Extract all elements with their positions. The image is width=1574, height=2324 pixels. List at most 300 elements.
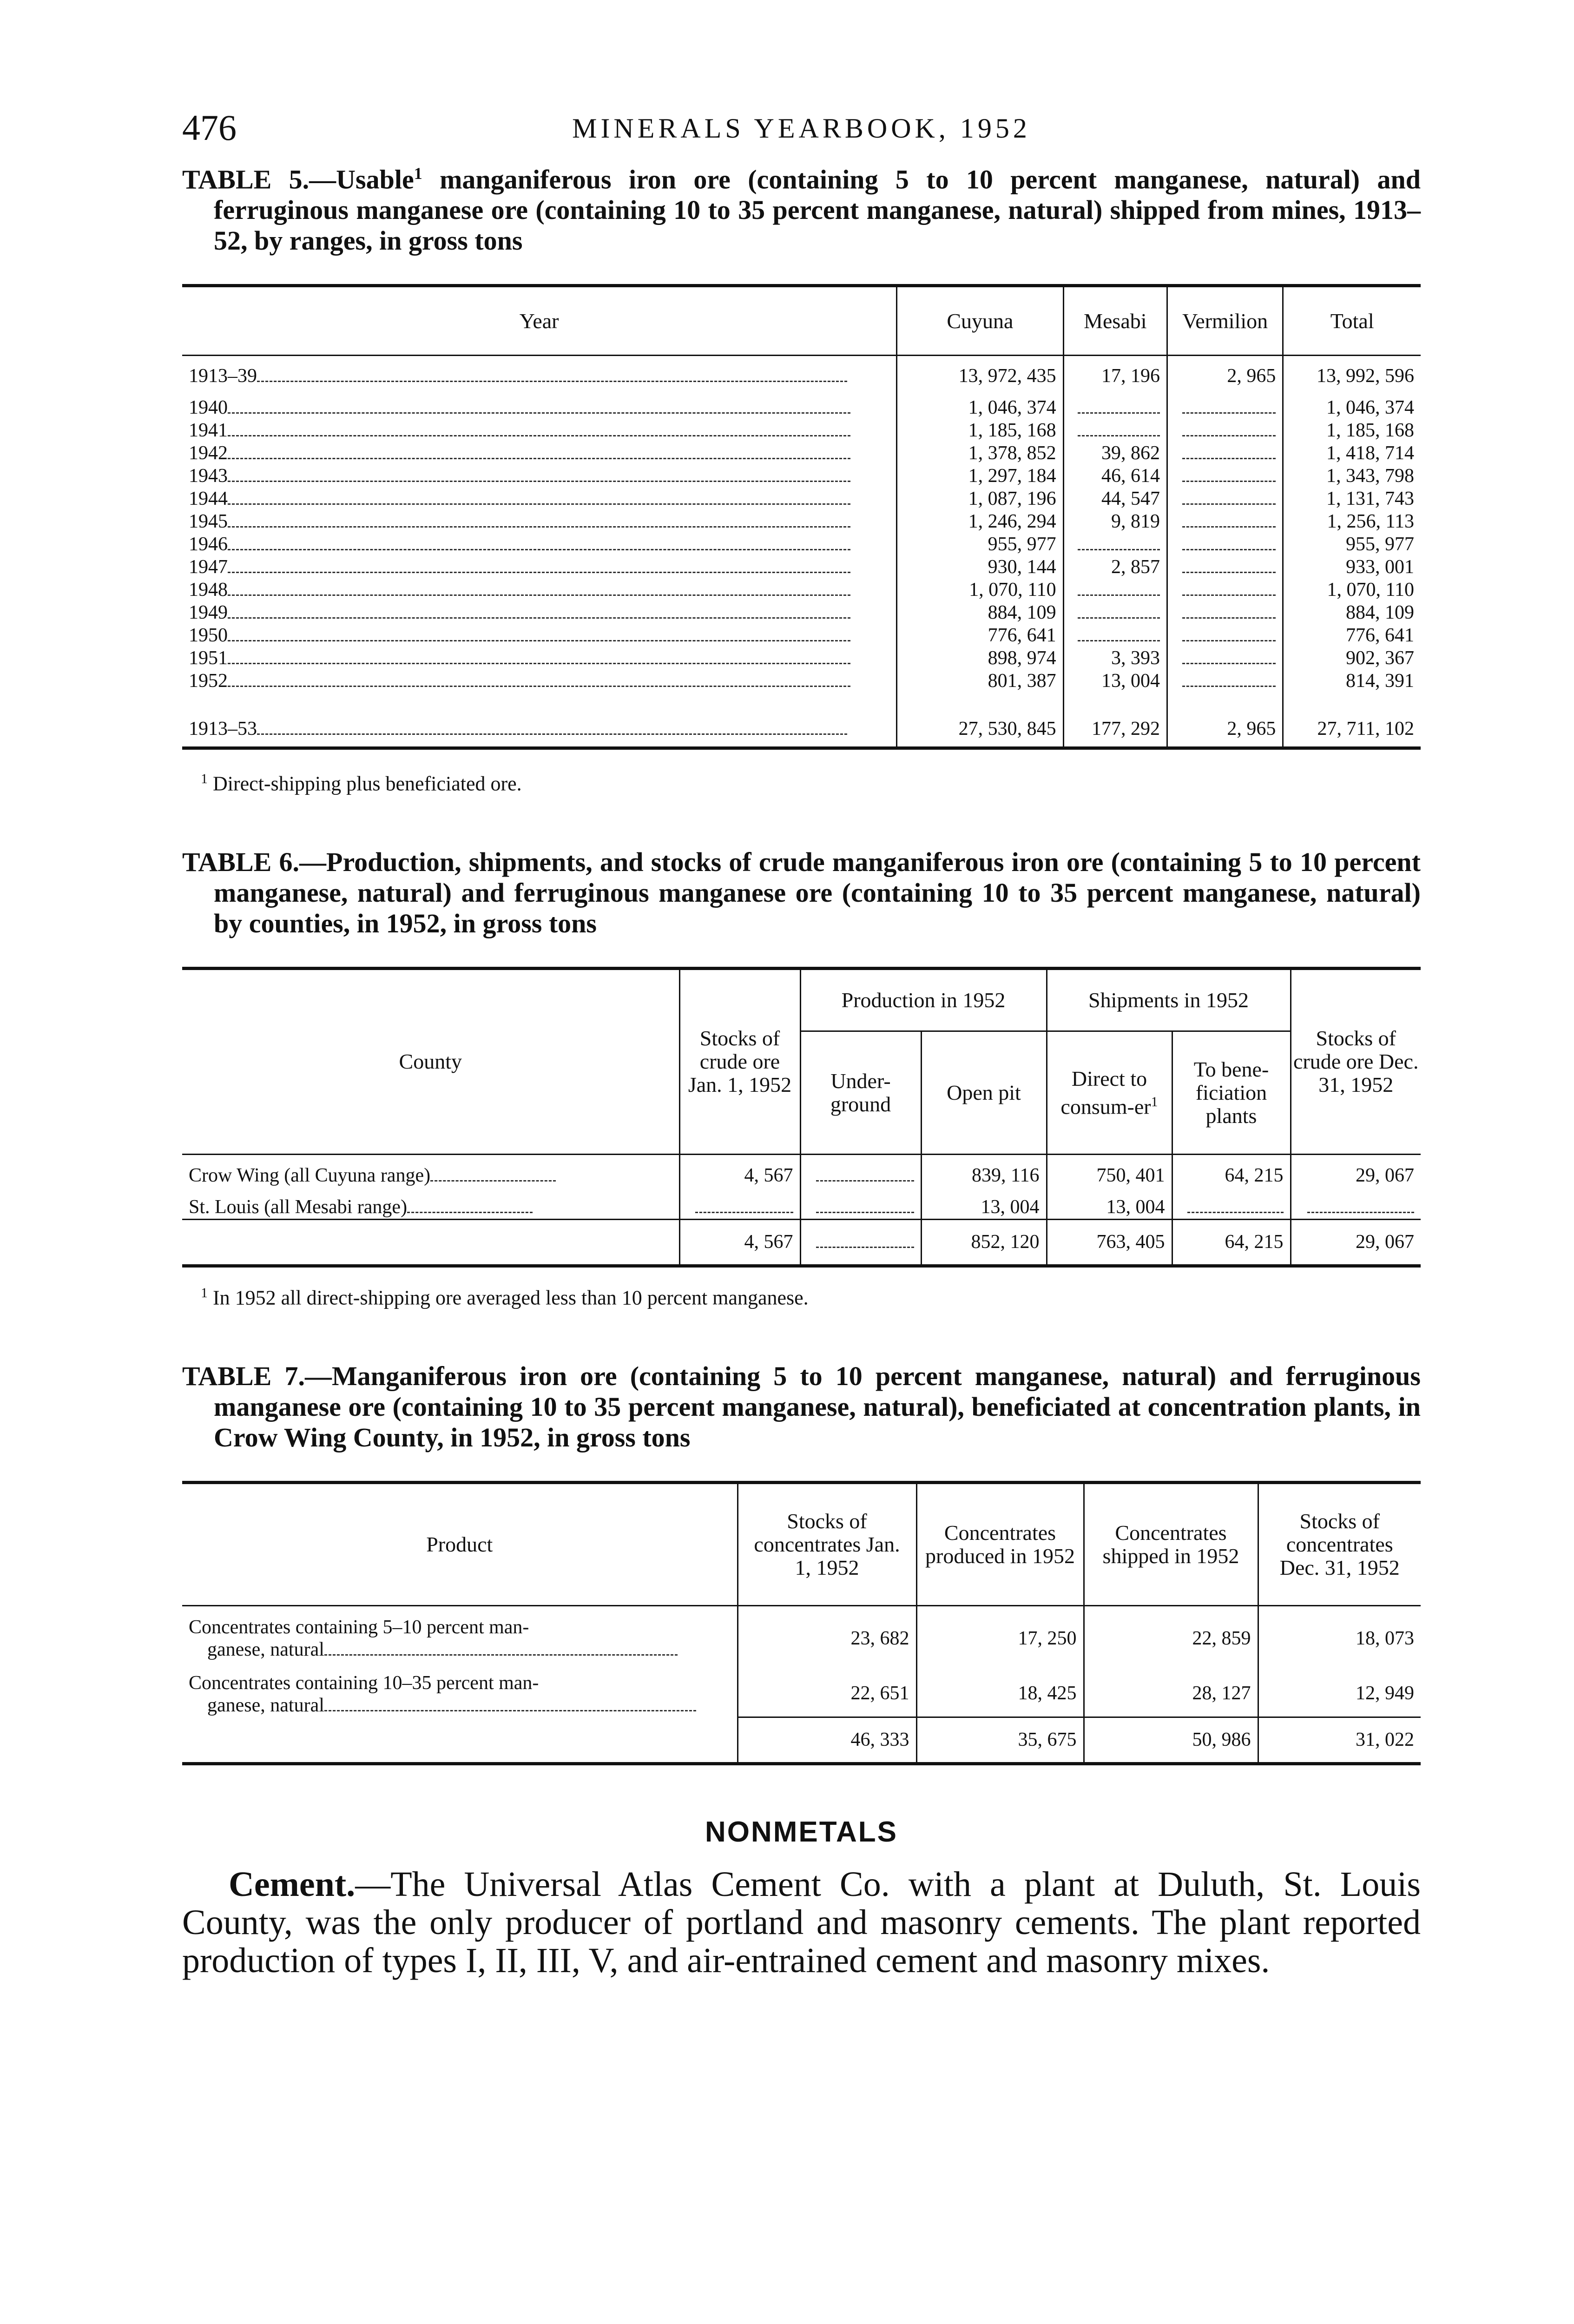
t6-total-row <box>182 1220 1421 1266</box>
t5-row <box>182 670 1421 693</box>
t5-year-value: 1948 <box>189 579 228 601</box>
t5-total-cell-value: 177, 292 <box>1092 718 1160 739</box>
t5-cell-value: 44, 547 <box>1101 488 1160 509</box>
table5-caption-label: TABLE 5.—Usable <box>182 164 414 195</box>
t5-cell <box>1063 419 1167 442</box>
t5-total-label-leader <box>257 733 847 735</box>
t5-cell-value: 1, 046, 374 <box>968 396 1056 418</box>
t7-total-row <box>182 1717 1421 1764</box>
t6-total-cell-value: 64, 215 <box>1225 1231 1284 1253</box>
t5-cell-value: 884, 109 <box>1346 601 1414 623</box>
t5-total-label-value: 1913–53 <box>189 718 257 739</box>
t6-h-direct-footnote-ref: 1 <box>1151 1094 1158 1109</box>
t5-spacer-cell <box>182 693 897 711</box>
t5-row <box>182 510 1421 533</box>
t5-cell <box>897 465 1063 488</box>
t5-cell-value: 13, 004 <box>1101 670 1160 692</box>
t5-year-value: 1940 <box>189 396 228 418</box>
t5-total-label <box>182 711 897 748</box>
t6-cell-leader <box>695 1212 793 1213</box>
t5-year-leader <box>228 663 850 664</box>
t5-year-value: 1951 <box>189 647 228 669</box>
t6-cell-value: 4, 567 <box>744 1164 793 1186</box>
t5-cell-value: 2, 857 <box>1111 556 1160 578</box>
t5-spacer-cell <box>897 693 1063 711</box>
t5-cell <box>897 624 1063 647</box>
t5-cell <box>897 488 1063 510</box>
t5-year <box>182 419 897 442</box>
t5-cell <box>1063 601 1167 624</box>
t5-cell-value: 884, 109 <box>988 601 1056 623</box>
t6-total-cell-value: 852, 120 <box>971 1231 1040 1253</box>
t5-cell <box>1063 442 1167 465</box>
t6-county <box>182 1154 679 1196</box>
t7-product <box>182 1606 738 1671</box>
t5-cell-leader <box>1182 572 1276 573</box>
t5-cell <box>1283 419 1421 442</box>
t5-cell-value: 1, 246, 294 <box>968 510 1056 532</box>
t5-cell-value: 1, 378, 852 <box>968 442 1056 464</box>
t7-cell-value: 22, 859 <box>1192 1627 1251 1649</box>
t6-total-cell <box>1291 1220 1421 1266</box>
t5-cell-value: 776, 641 <box>1346 624 1414 646</box>
table7 <box>182 1481 1421 1765</box>
t5-cell-leader <box>1182 549 1276 550</box>
table7-body <box>182 1606 1421 1764</box>
t5-row <box>182 624 1421 647</box>
t5-cell-leader <box>1078 435 1160 436</box>
t7-cell-value: 17, 250 <box>1018 1627 1077 1649</box>
t5-cell-value: 1, 343, 798 <box>1326 465 1414 487</box>
t5-cell-leader <box>1182 412 1276 414</box>
t5-year-value: 1946 <box>189 533 228 555</box>
t5-cell-value: 930, 144 <box>988 556 1056 578</box>
t5-cell-value: 17, 196 <box>1101 365 1160 387</box>
t6-cell-leader <box>816 1212 914 1213</box>
section-heading: NONMETALS <box>705 1816 898 1849</box>
cement-paragraph <box>182 1865 1421 1980</box>
t5-cell-leader <box>1182 481 1276 482</box>
t5-cell <box>1167 601 1283 624</box>
t5-h-cuyuna: Cuyuna <box>897 286 1063 356</box>
t5-cell-leader <box>1182 663 1276 664</box>
t5-cell <box>1167 579 1283 601</box>
t7-cell <box>1084 1671 1258 1717</box>
table6-caption: TABLE 6.—Production, shipments, and stocks of crude manganiferous iron ore (containing 5 to 10 percent manganese, natural) and ferruginous manganese ore (containing 10 to 35 percent manganese, natural) by counties, in 1952, in gross tons <box>182 846 1421 938</box>
t7-cell-value: 12, 949 <box>1356 1683 1414 1704</box>
t6-row <box>182 1154 1421 1196</box>
t6-row <box>182 1196 1421 1220</box>
t5-cell <box>1167 356 1283 396</box>
table5-caption <box>182 158 1421 256</box>
t5-cell <box>1167 624 1283 647</box>
t7-cell-value: 18, 073 <box>1356 1627 1414 1649</box>
t5-year <box>182 647 897 670</box>
t5-row <box>182 442 1421 465</box>
t5-cell-value: 1, 185, 168 <box>968 419 1056 441</box>
t6-cell <box>679 1196 800 1220</box>
t5-total-cell <box>1167 711 1283 748</box>
t6-total-cell-value: 29, 067 <box>1356 1231 1414 1253</box>
t5-cell <box>1167 396 1283 419</box>
t5-cell-value: 902, 367 <box>1346 647 1414 669</box>
t5-cell-leader <box>1182 503 1276 505</box>
t5-year <box>182 670 897 693</box>
t5-cell <box>1283 556 1421 579</box>
t7-cell <box>738 1671 916 1717</box>
t5-spacer-cell <box>1167 693 1283 711</box>
t5-year-leader <box>228 458 850 459</box>
t5-cell-leader <box>1182 594 1276 596</box>
t5-year-value: 1950 <box>189 624 228 646</box>
t7-cell <box>738 1606 916 1671</box>
t7-cell-value: 22, 651 <box>850 1683 909 1704</box>
t5-row <box>182 419 1421 442</box>
t5-cell <box>1063 624 1167 647</box>
table5-footnote-mark: 1 <box>201 771 208 787</box>
t6-county-leader <box>407 1212 533 1213</box>
table5-caption-text: manganiferous iron ore (containing 5 to 10 percent manganese, natural) and ferruginous manganese ore (containing 10 to 35 percent manganese, natural) shipped from mines, 1913–52, by ranges, in gross tons <box>214 164 1421 256</box>
t5-cell-leader <box>1078 412 1160 414</box>
t6-cell <box>679 1154 800 1196</box>
t5-cell-value: 2, 965 <box>1227 365 1276 387</box>
t5-cell <box>897 356 1063 396</box>
t5-cell-value: 1, 046, 374 <box>1326 396 1414 418</box>
t6-total-cell <box>1047 1220 1172 1266</box>
table6 <box>182 967 1421 1268</box>
t6-county-value: Crow Wing (all Cuyuna range) <box>189 1164 431 1186</box>
t5-cell <box>1063 647 1167 670</box>
t5-year-leader <box>228 640 850 641</box>
table5-caption-footnote-ref: 1 <box>414 164 422 183</box>
t5-cell <box>897 396 1063 419</box>
t5-cell-leader <box>1078 594 1160 596</box>
t5-cell-value: 814, 391 <box>1346 670 1414 692</box>
t6-cell-value: 839, 116 <box>972 1164 1040 1186</box>
t5-year <box>182 396 897 419</box>
t7-total-cell <box>1258 1717 1421 1764</box>
t6-cell-value: 64, 215 <box>1225 1164 1284 1186</box>
t5-year <box>182 556 897 579</box>
t6-county-leader <box>430 1180 556 1182</box>
t5-cell-value: 9, 819 <box>1111 510 1160 532</box>
t7-product-line2-text: ganese, natural <box>207 1639 324 1661</box>
t7-cell <box>1084 1606 1258 1671</box>
t5-cell <box>1167 647 1283 670</box>
table5-footnote-text: Direct-shipping plus beneficiated ore. <box>213 772 522 795</box>
t6-h-county: County <box>182 968 679 1154</box>
t5-cell <box>1063 488 1167 510</box>
t5-year-value: 1944 <box>189 488 228 509</box>
t5-cell <box>1283 488 1421 510</box>
t5-total-cell-value: 2, 965 <box>1227 718 1276 739</box>
t5-cell <box>1283 624 1421 647</box>
t5-cell <box>1283 533 1421 556</box>
t5-cell-value: 955, 977 <box>1346 533 1414 555</box>
t5-year-leader <box>228 412 850 414</box>
t5-total-row <box>182 711 1421 748</box>
t6-total-cell <box>921 1220 1047 1266</box>
t5-year-value: 1949 <box>189 601 228 623</box>
t6-cell <box>800 1196 921 1220</box>
t7-product-line2 <box>189 1638 731 1661</box>
t5-row <box>182 488 1421 510</box>
t5-cell <box>1063 510 1167 533</box>
t7-product-leader <box>324 1654 678 1656</box>
t5-cell <box>1167 488 1283 510</box>
t5-cell <box>1063 465 1167 488</box>
t5-cell <box>897 510 1063 533</box>
t5-row <box>182 579 1421 601</box>
t5-year-leader <box>228 686 850 687</box>
t6-cell-value: 13, 004 <box>1106 1196 1165 1218</box>
t6-cell <box>1172 1154 1291 1196</box>
t5-h-year: Year <box>519 309 559 333</box>
table7-caption: TABLE 7.—Manganiferous iron ore (containing 5 to 10 percent manganese, natural) and ferruginous manganese ore (containing 10 to 35 percent manganese, natural), beneficiated at concentration plants, in Crow Wing County, in 1952, in gross tons <box>182 1361 1421 1453</box>
t5-cell <box>897 533 1063 556</box>
t5-year-leader <box>257 381 847 382</box>
t5-cell-leader <box>1182 435 1276 436</box>
t5-year <box>182 488 897 510</box>
t5-year-leader <box>228 594 850 596</box>
t5-year-value: 1952 <box>189 670 228 692</box>
t6-total-cell <box>1172 1220 1291 1266</box>
page-number: 476 <box>182 107 237 148</box>
page <box>182 107 1421 1980</box>
table6-footnote-text: In 1952 all direct-shipping ore averaged less than 10 percent manganese. <box>213 1287 809 1310</box>
t5-cell <box>897 442 1063 465</box>
t5-cell-leader <box>1078 640 1160 641</box>
t6-h-stocks-jan: Stocks of crude ore Jan. 1, 1952 <box>679 968 800 1154</box>
t5-cell <box>1063 579 1167 601</box>
t7-total-cell <box>182 1717 738 1764</box>
t5-cell <box>897 647 1063 670</box>
t5-row <box>182 465 1421 488</box>
t6-h-direct <box>1047 1031 1172 1154</box>
t7-cell-value: 23, 682 <box>850 1627 909 1649</box>
t5-spacer-cell <box>1283 693 1421 711</box>
t6-total-cell-value: 4, 567 <box>744 1231 793 1253</box>
t6-total-cell <box>182 1220 679 1266</box>
t5-cell <box>1167 442 1283 465</box>
t5-h-mesabi: Mesabi <box>1063 286 1167 356</box>
t7-h-stocks-dec: Stocks of concentrates Dec. 31, 1952 <box>1258 1483 1421 1606</box>
t5-year <box>182 533 897 556</box>
t5-row <box>182 533 1421 556</box>
t7-cell-value: 18, 425 <box>1018 1683 1077 1704</box>
t7-total-cell-value: 31, 022 <box>1356 1729 1414 1751</box>
t5-cell <box>1063 556 1167 579</box>
t5-cell-value: 1, 418, 714 <box>1326 442 1414 464</box>
t5-cell <box>1167 670 1283 693</box>
t5-cell <box>1063 670 1167 693</box>
t7-product-leader <box>324 1710 696 1711</box>
t5-cell <box>1283 465 1421 488</box>
t5-year <box>182 465 897 488</box>
t5-cell <box>1283 579 1421 601</box>
t6-cell-leader <box>816 1180 914 1182</box>
t5-cell <box>1167 510 1283 533</box>
t7-total-cell-value: 46, 333 <box>850 1729 909 1751</box>
t5-year <box>182 356 897 396</box>
t7-cell <box>1258 1671 1421 1717</box>
t5-cell-value: 1, 070, 110 <box>969 579 1056 601</box>
t6-h-stocks-dec: Stocks of crude ore Dec. 31, 1952 <box>1291 968 1421 1154</box>
t7-h-product: Product <box>426 1532 493 1557</box>
t6-cell <box>1291 1154 1421 1196</box>
cement-text: —The Universal Atlas Cement Co. with a plant at Duluth, St. Louis County, was the only producer of portland and masonry cements. The plant reported production of types I, II, III, V, and air-entrained cement and masonry mixes. <box>182 1865 1421 1981</box>
t5-cell <box>1167 465 1283 488</box>
t6-h-open-pit: Open pit <box>921 1031 1047 1154</box>
t7-cell <box>916 1671 1084 1717</box>
t5-total-cell <box>897 711 1063 748</box>
t5-year-value: 1947 <box>189 556 228 578</box>
t7-total-cell-value: 35, 675 <box>1018 1729 1077 1751</box>
t5-cell <box>1283 396 1421 419</box>
t5-cell <box>1167 419 1283 442</box>
t5-year-leader <box>228 572 850 573</box>
t5-cell <box>897 670 1063 693</box>
t5-year-leader <box>228 526 850 528</box>
table6-body <box>182 1154 1421 1266</box>
t7-product <box>182 1671 738 1717</box>
t6-total-cell <box>679 1220 800 1266</box>
t5-year-leader <box>228 549 850 550</box>
t5-cell-value: 13, 972, 435 <box>958 365 1056 387</box>
t5-cell-leader <box>1182 458 1276 459</box>
t6-cell <box>1172 1196 1291 1220</box>
t6-cell <box>1047 1196 1172 1220</box>
t7-total-cell <box>1084 1717 1258 1764</box>
t5-year <box>182 442 897 465</box>
t5-cell-leader <box>1182 617 1276 619</box>
t5-year <box>182 510 897 533</box>
t5-row <box>182 356 1421 396</box>
t6-cell <box>1047 1154 1172 1196</box>
t5-cell <box>1167 533 1283 556</box>
t5-cell <box>1283 510 1421 533</box>
t6-h-shipments: Shipments in 1952 <box>1047 968 1291 1031</box>
t5-spacer <box>182 693 1421 711</box>
t6-total-cell-leader <box>816 1247 914 1248</box>
table5-footnote <box>201 771 1421 796</box>
t7-cell <box>916 1606 1084 1671</box>
t5-cell-value: 1, 256, 113 <box>1327 510 1414 532</box>
t5-cell-leader <box>1078 617 1160 619</box>
t5-spacer-cell <box>1063 693 1167 711</box>
table5-body <box>182 356 1421 748</box>
table5 <box>182 284 1421 750</box>
t5-cell <box>897 579 1063 601</box>
t5-cell-value: 1, 297, 184 <box>968 465 1056 487</box>
t5-total-cell <box>1283 711 1421 748</box>
t7-h-stocks-jan: Stocks of concentrates Jan. 1, 1952 <box>738 1483 916 1606</box>
t5-cell <box>1283 601 1421 624</box>
t5-row <box>182 556 1421 579</box>
t6-cell-value: 13, 004 <box>981 1196 1040 1218</box>
t5-cell-leader <box>1078 549 1160 550</box>
t6-h-production: Production in 1952 <box>800 968 1047 1031</box>
t6-cell <box>921 1154 1047 1196</box>
t7-cell <box>1258 1606 1421 1671</box>
t5-year-value: 1913–39 <box>189 365 257 387</box>
t5-year-value: 1942 <box>189 442 228 464</box>
t5-cell-value: 933, 001 <box>1346 556 1414 578</box>
t5-cell <box>1283 442 1421 465</box>
t6-cell <box>800 1154 921 1196</box>
t7-h-shipped: Concentrates shipped in 1952 <box>1084 1483 1258 1606</box>
t5-row <box>182 396 1421 419</box>
t5-year-leader <box>228 617 850 619</box>
t5-cell-value: 1, 087, 196 <box>968 488 1056 509</box>
t5-cell-value: 1, 185, 168 <box>1326 419 1414 441</box>
t5-cell-leader <box>1182 686 1276 687</box>
t5-cell-value: 776, 641 <box>988 624 1056 646</box>
t7-product-line1: Concentrates containing 10–35 percent man- <box>189 1672 539 1694</box>
t5-cell <box>897 601 1063 624</box>
t7-product-line2-text: ganese, natural <box>207 1694 324 1716</box>
t6-cell-value: 750, 401 <box>1096 1164 1165 1186</box>
t6-h-underground: Under-ground <box>800 1031 921 1154</box>
t5-cell <box>1063 356 1167 396</box>
t7-row <box>182 1606 1421 1671</box>
t5-year <box>182 624 897 647</box>
t5-cell-value: 801, 387 <box>988 670 1056 692</box>
t5-cell <box>1063 396 1167 419</box>
t5-cell <box>1283 356 1421 396</box>
table6-footnote <box>201 1285 1421 1310</box>
t7-product-line2 <box>189 1694 731 1717</box>
t5-total-cell-value: 27, 530, 845 <box>958 718 1056 739</box>
running-head <box>182 107 1421 158</box>
t7-cell-value: 28, 127 <box>1192 1683 1251 1704</box>
t5-year-leader <box>228 503 850 505</box>
t7-total-cell-value: 50, 986 <box>1192 1729 1251 1751</box>
t5-cell-value: 1, 070, 110 <box>1327 579 1414 601</box>
t6-county-value: St. Louis (all Mesabi range) <box>189 1196 408 1218</box>
t5-cell-value: 955, 977 <box>988 533 1056 555</box>
t5-h-vermilion: Vermilion <box>1167 286 1283 356</box>
t6-cell <box>1291 1196 1421 1220</box>
t5-cell-value: 13, 992, 596 <box>1317 365 1414 387</box>
journal-title: MINERALS YEARBOOK, 1952 <box>572 113 1031 144</box>
t6-county <box>182 1196 679 1220</box>
t7-h-produced: Concentrates produced in 1952 <box>916 1483 1084 1606</box>
t5-cell <box>1283 670 1421 693</box>
t5-cell-value: 39, 862 <box>1101 442 1160 464</box>
t5-row <box>182 647 1421 670</box>
table6-footnote-mark: 1 <box>201 1285 208 1301</box>
t7-row <box>182 1671 1421 1717</box>
t5-total-cell <box>1063 711 1167 748</box>
t5-cell <box>1283 647 1421 670</box>
t5-year <box>182 601 897 624</box>
t5-cell-value: 1, 131, 743 <box>1326 488 1414 509</box>
t6-cell-leader <box>1307 1212 1414 1213</box>
t5-total-cell-value: 27, 711, 102 <box>1317 718 1414 739</box>
t5-h-total: Total <box>1283 286 1421 356</box>
t5-cell <box>1167 556 1283 579</box>
t6-total-cell <box>800 1220 921 1266</box>
t7-product-line1: Concentrates containing 5–10 percent man- <box>189 1617 529 1638</box>
t5-year-value: 1945 <box>189 510 228 532</box>
t5-year-value: 1943 <box>189 465 228 487</box>
t7-total-cell <box>916 1717 1084 1764</box>
t6-cell-value: 29, 067 <box>1356 1164 1414 1186</box>
t5-cell <box>897 419 1063 442</box>
t6-cell <box>921 1196 1047 1220</box>
t5-cell-value: 3, 393 <box>1111 647 1160 669</box>
